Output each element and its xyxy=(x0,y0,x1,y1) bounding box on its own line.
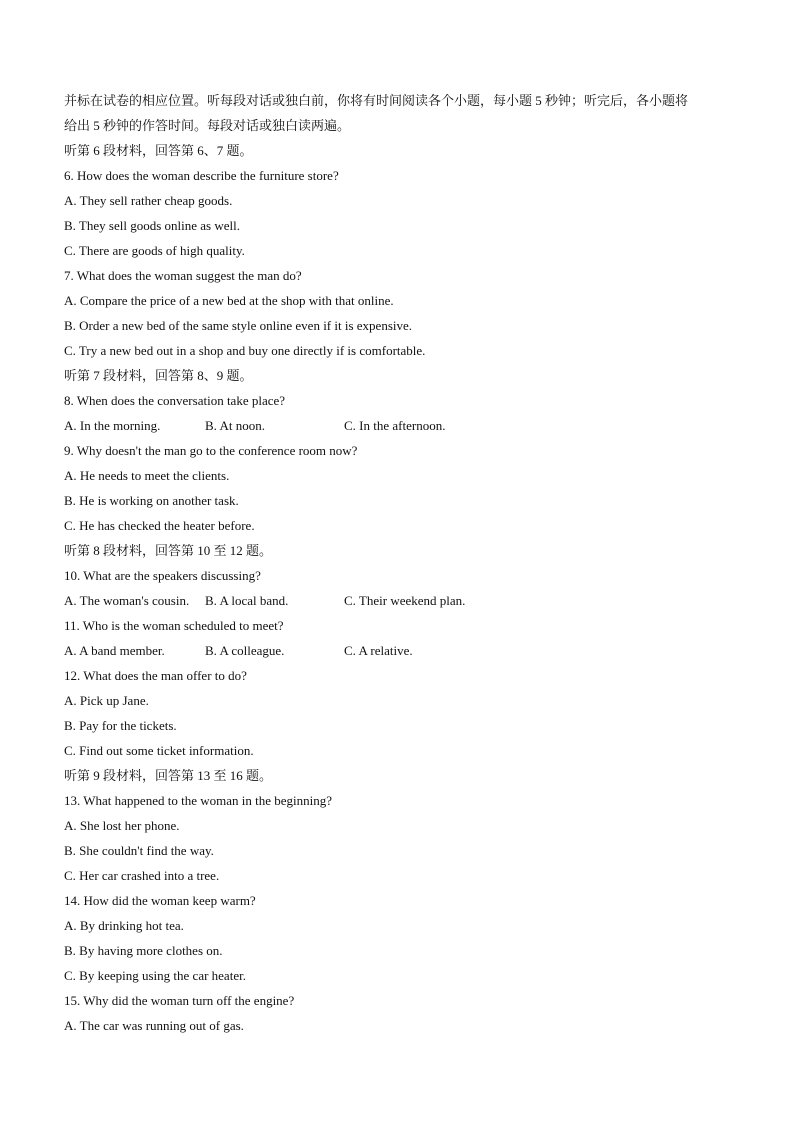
section-heading-8: 听第 8 段材料，回答第 10 至 12 题。 xyxy=(64,543,273,558)
q13-option-b: B. She couldn't find the way. xyxy=(64,843,214,858)
q8-option-c: C. In the afternoon. xyxy=(344,418,446,433)
section-heading-7: 听第 7 段材料，回答第 8、9 题。 xyxy=(64,368,253,383)
question-12: 12. What does the man offer to do? xyxy=(64,668,247,683)
q14-option-a: A. By drinking hot tea. xyxy=(64,918,184,933)
intro-line-2: 给出 5 秒钟的作答时间。每段对话或独白读两遍。 xyxy=(64,118,351,133)
q11-option-b: B. A colleague. xyxy=(205,643,285,658)
q12-option-c: C. Find out some ticket information. xyxy=(64,743,254,758)
q6-option-c: C. There are goods of high quality. xyxy=(64,243,245,258)
section-heading-9: 听第 9 段材料，回答第 13 至 16 题。 xyxy=(64,768,273,783)
q8-option-a: A. In the morning. xyxy=(64,418,161,433)
intro-line-1: 并标在试卷的相应位置。听每段对话或独白前，你将有时间阅读各个小题，每小题 5 秒钟；听完后，各小题将 xyxy=(64,93,689,108)
q12-option-a: A. Pick up Jane. xyxy=(64,693,149,708)
question-11: 11. Who is the woman scheduled to meet? xyxy=(64,618,284,633)
q6-option-b: B. They sell goods online as well. xyxy=(64,218,240,233)
q8-options xyxy=(64,413,734,438)
q10-option-b: B. A local band. xyxy=(205,593,289,608)
q10-option-a: A. The woman's cousin. xyxy=(64,593,190,608)
question-9: 9. Why doesn't the man go to the conference room now? xyxy=(64,443,358,458)
q6-option-a: A. They sell rather cheap goods. xyxy=(64,193,233,208)
question-14: 14. How did the woman keep warm? xyxy=(64,893,256,908)
q13-option-a: A. She lost her phone. xyxy=(64,818,180,833)
question-6: 6. How does the woman describe the furniture store? xyxy=(64,168,339,183)
question-8: 8. When does the conversation take place? xyxy=(64,393,286,408)
q12-option-b: B. Pay for the tickets. xyxy=(64,718,177,733)
q14-option-b: B. By having more clothes on. xyxy=(64,943,223,958)
q7-option-a: A. Compare the price of a new bed at the shop with that online. xyxy=(64,293,394,308)
exam-content xyxy=(64,88,734,1038)
question-15: 15. Why did the woman turn off the engine? xyxy=(64,993,295,1008)
question-10: 10. What are the speakers discussing? xyxy=(64,568,261,583)
q14-option-c: C. By keeping using the car heater. xyxy=(64,968,246,983)
q10-option-c: C. Their weekend plan. xyxy=(344,593,466,608)
q9-option-c: C. He has checked the heater before. xyxy=(64,518,255,533)
q15-option-a: A. The car was running out of gas. xyxy=(64,1018,244,1033)
q9-option-b: B. He is working on another task. xyxy=(64,493,239,508)
q8-option-b: B. At noon. xyxy=(205,418,265,433)
q11-option-c: C. A relative. xyxy=(344,643,413,658)
q9-option-a: A. He needs to meet the clients. xyxy=(64,468,230,483)
q7-option-b: B. Order a new bed of the same style online even if it is expensive. xyxy=(64,318,413,333)
q11-options xyxy=(64,638,734,663)
section-heading-6: 听第 6 段材料，回答第 6、7 题。 xyxy=(64,143,253,158)
question-13: 13. What happened to the woman in the beginning? xyxy=(64,793,332,808)
q13-option-c: C. Her car crashed into a tree. xyxy=(64,868,220,883)
q10-options xyxy=(64,588,734,613)
question-7: 7. What does the woman suggest the man do? xyxy=(64,268,302,283)
q7-option-c: C. Try a new bed out in a shop and buy one directly if is comfortable. xyxy=(64,343,426,358)
q11-option-a: A. A band member. xyxy=(64,643,165,658)
